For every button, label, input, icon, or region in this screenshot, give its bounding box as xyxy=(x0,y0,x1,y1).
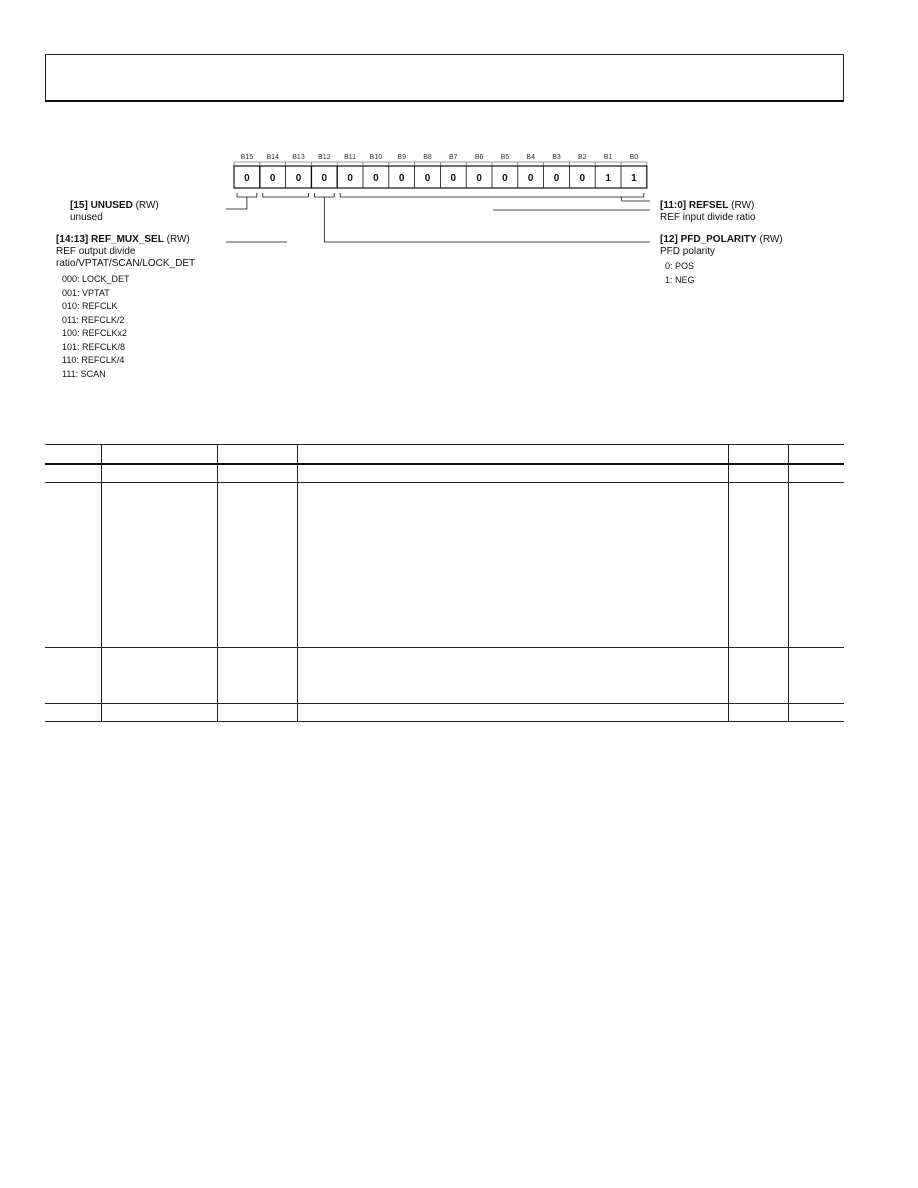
option-item: 0: POS xyxy=(665,261,695,271)
bit-label: B10 xyxy=(369,154,383,161)
bit-value: 0 xyxy=(244,173,250,184)
register-diagram xyxy=(0,0,918,420)
field-refsel-access: (RW) xyxy=(731,200,755,211)
leader-unused xyxy=(226,197,247,209)
bit-value: 0 xyxy=(424,173,431,184)
option-item: 1: NEG xyxy=(665,274,695,285)
table-row xyxy=(45,464,844,483)
field-refsel-desc: REF input divide ratio xyxy=(660,212,756,223)
bracket-refsel xyxy=(340,193,644,197)
bit-value: 0 xyxy=(502,173,508,184)
option-item: 000: LOCK_DET xyxy=(62,274,130,284)
field-ref-mux-sel xyxy=(56,234,195,270)
field-unused-name: UNUSED xyxy=(90,200,133,211)
table-row xyxy=(45,704,844,722)
bit-value: 0 xyxy=(527,173,534,184)
table-row xyxy=(45,648,844,704)
bit-label: B0 xyxy=(629,154,639,161)
field-pfd-polarity-bits: [12] xyxy=(660,234,678,245)
field-unused-desc: unused xyxy=(70,212,103,223)
bit-label: B9 xyxy=(397,154,406,161)
bit-label: B8 xyxy=(423,154,432,161)
bit-label: B15 xyxy=(240,154,254,161)
ref-mux-sel-options xyxy=(62,273,130,381)
field-pfd-polarity-name: PFD_POLARITY xyxy=(680,234,757,245)
bit-value: 0 xyxy=(373,173,379,184)
bit-value: 0 xyxy=(476,173,482,184)
field-refsel xyxy=(660,200,756,224)
bit-value: 0 xyxy=(269,173,276,184)
bit-label: B11 xyxy=(344,154,357,161)
bit-value: 0 xyxy=(347,173,353,184)
leader-refsel-top xyxy=(621,197,650,201)
field-ref-mux-sel-name: REF_MUX_SEL xyxy=(91,234,164,245)
bit-label: B3 xyxy=(552,154,561,161)
pfd-polarity-options xyxy=(665,260,695,287)
field-unused-bits: [15] xyxy=(70,200,88,211)
bit-label: B2 xyxy=(578,154,587,161)
field-ref-mux-sel-access: (RW) xyxy=(166,234,190,245)
bit-label: B14 xyxy=(266,154,279,161)
field-ref-mux-sel-desc-2: ratio/VPTAT/SCAN/LOCK_DET xyxy=(56,258,196,269)
option-item: 111: SCAN xyxy=(62,368,106,379)
leader-pfd-polarity xyxy=(324,197,650,242)
table-header-row xyxy=(45,445,844,464)
bit-value: 1 xyxy=(605,173,611,184)
bracket-unused xyxy=(237,193,257,197)
bit-value: 0 xyxy=(579,173,586,184)
bit-label: B13 xyxy=(292,154,305,161)
field-ref-mux-sel-bits: [14:13] xyxy=(56,234,89,245)
bit-label: B5 xyxy=(500,154,510,161)
bit-label: B7 xyxy=(449,154,458,161)
bit-value: 0 xyxy=(450,173,457,184)
option-item: 010: REFCLK xyxy=(62,301,118,311)
bit-value: 0 xyxy=(398,173,405,184)
field-ref-mux-sel-desc-1: REF output divide xyxy=(56,246,136,257)
field-refsel-name: REFSEL xyxy=(688,200,729,211)
bracket-pfd-polarity xyxy=(314,193,334,197)
field-refsel-bits: [11:0] xyxy=(660,200,687,211)
field-pfd-polarity-access: (RW) xyxy=(759,234,783,245)
bit-value: 0 xyxy=(553,173,560,184)
option-item: 001: VPTAT xyxy=(62,287,110,298)
bit-label: B4 xyxy=(526,154,535,161)
option-item: 100: REFCLKx2 xyxy=(62,328,128,338)
field-unused xyxy=(70,200,159,224)
option-item: 101: REFCLK/8 xyxy=(62,341,126,352)
table-row xyxy=(45,483,844,648)
option-item: 011: REFCLK/2 xyxy=(62,314,125,325)
field-pfd-polarity xyxy=(660,234,783,258)
register-table xyxy=(45,444,844,722)
field-unused-access: (RW) xyxy=(135,200,159,211)
bit-label: B1 xyxy=(603,154,613,161)
option-item: 110: REFCLK/4 xyxy=(62,355,125,365)
bit-value: 0 xyxy=(295,173,302,184)
bit-label: B12 xyxy=(318,154,331,161)
bit-value: 1 xyxy=(631,173,637,184)
bracket-ref-mux-sel xyxy=(263,193,309,197)
bit-label: B6 xyxy=(474,154,484,161)
bit-value: 0 xyxy=(321,173,328,184)
field-pfd-polarity-desc: PFD polarity xyxy=(660,246,716,257)
